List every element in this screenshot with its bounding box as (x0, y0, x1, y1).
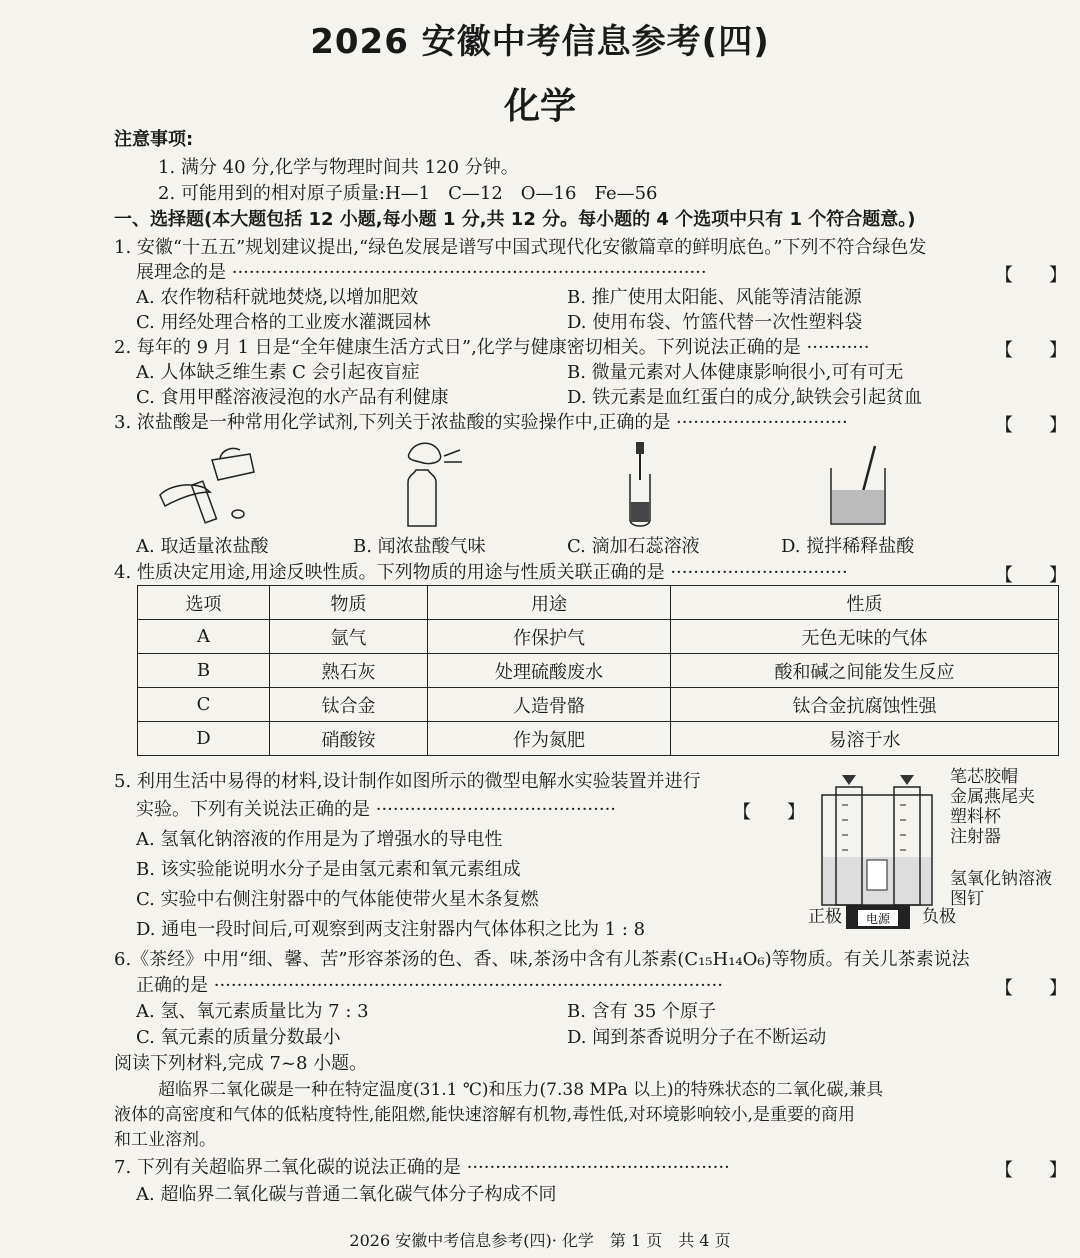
q3-option-d: D. 搅拌稀释盐酸 (781, 536, 915, 557)
label-positive: 正极 (808, 907, 842, 927)
table-cell: A (138, 620, 270, 654)
table-header-row (138, 586, 1059, 620)
q2-option-a: A. 人体缺乏维生素 C 会引起夜盲症 (136, 362, 420, 383)
table-cell: 熟石灰 (270, 654, 428, 688)
exam-title: 2026 安徽中考信息参考(四) (310, 22, 770, 62)
label-cap: 笔芯胶帽 (950, 767, 1018, 787)
q1-answer-bracket[interactable]: 【 】 (995, 265, 1067, 286)
reading-paragraph-line3: 和工业溶剂。 (114, 1130, 216, 1150)
label-pin: 图钉 (950, 889, 984, 909)
power-label: 电源 (865, 912, 891, 926)
q5-answer-bracket[interactable]: 【 】 (733, 802, 805, 823)
header-cell-substance: 物质 (270, 586, 428, 620)
q1-stem-line2: 展理念的是 ··················································································· (136, 262, 707, 283)
stirring-acid-illustration (825, 440, 895, 530)
q7-stem: 7. 下列有关超临界二氧化碳的说法正确的是 ·············································· (114, 1157, 730, 1178)
reading-intro: 阅读下列材料,完成 7~8 小题。 (114, 1053, 368, 1074)
note-item-2: 2. 可能用到的相对原子质量:H—1 C—12 O—16 Fe—56 (158, 183, 658, 204)
table-cell: 人造骨骼 (428, 688, 671, 722)
q5-stem-line1: 5. 利用生活中易得的材料,设计制作如图所示的微型电解水实验装置并进行 (114, 771, 701, 792)
reading-paragraph-line2: 液体的高密度和气体的低粘度特性,能阻燃,能快速溶解有机物,毒性低,对环境影响较小,是重要的商用 (114, 1105, 856, 1125)
label-clip: 金属燕尾夹 (950, 787, 1035, 807)
table-row (138, 688, 1059, 722)
table-cell: D (138, 722, 270, 756)
table-cell: C (138, 688, 270, 722)
dropping-litmus-illustration (620, 440, 660, 530)
table-row (138, 722, 1059, 756)
q3-option-c: C. 滴加石蕊溶液 (567, 536, 700, 557)
table-cell: 钛合金 (270, 688, 428, 722)
q4-table (137, 585, 1059, 756)
reading-paragraph-line1: 超临界二氧化碳是一种在特定温度(31.1 ℃)和压力(7.38 MPa 以上)的特殊状态的二氧化碳,兼具 (158, 1080, 884, 1100)
pouring-acid-illustration (150, 440, 260, 530)
header-cell-use: 用途 (428, 586, 671, 620)
table-cell: 易溶于水 (671, 722, 1059, 756)
q2-answer-bracket[interactable]: 【 】 (995, 340, 1067, 361)
table-cell: 处理硫酸废水 (428, 654, 671, 688)
q2-stem: 2. 每年的 9 月 1 日是“全年健康生活方式日”,化学与健康密切相关。下列说法正确的是 ··········· (114, 337, 870, 358)
page-footer: 2026 安徽中考信息参考(四)· 化学 第 1 页 共 4 页 (349, 1231, 731, 1250)
label-cup: 塑料杯 (950, 807, 1001, 827)
q1-option-c: C. 用经处理合格的工业废水灌溉园林 (136, 312, 431, 333)
table-cell: 作为氮肥 (428, 722, 671, 756)
q3-option-b: B. 闻浓盐酸气味 (353, 536, 486, 557)
q1-option-d: D. 使用布袋、竹篮代替一次性塑料袋 (567, 312, 863, 333)
q1-stem-line1: 1. 安徽“十五五”规划建议提出,“绿色发展是谱写中国式现代化安徽篇章的鲜明底色。”下列不符合绿色发 (114, 237, 927, 258)
q6-stem-line1: 6.《茶经》中用“细、馨、苦”形容茶汤的色、香、味,茶汤中含有儿茶素(C₁₅H₁₄O₆)等物质。有关儿茶素说法 (114, 949, 970, 970)
table-cell: 无色无味的气体 (671, 620, 1059, 654)
q5-stem-line2: 实验。下列有关说法正确的是 ·········································· (136, 799, 617, 820)
q4-stem: 4. 性质决定用途,用途反映性质。下列物质的用途与性质关联正确的是 ······························· (114, 562, 848, 583)
q1-option-b: B. 推广使用太阳能、风能等清洁能源 (567, 287, 862, 308)
label-syringe: 注射器 (950, 827, 1001, 847)
q6-stem-line2: 正确的是 ························································································· (136, 975, 723, 996)
label-solution: 氢氧化钠溶液 (950, 869, 1052, 889)
subject-title: 化学 (503, 86, 576, 127)
table-row (138, 654, 1059, 688)
q6-option-a: A. 氢、氧元素质量比为 7 : 3 (136, 1001, 369, 1022)
table-cell: 酸和碱之间能发生反应 (671, 654, 1059, 688)
q2-option-c: C. 食用甲醛溶液浸泡的水产品有利健康 (136, 387, 449, 408)
notes-heading: 注意事项: (114, 129, 194, 150)
table-row (138, 620, 1059, 654)
q6-option-b: B. 含有 35 个原子 (567, 1001, 717, 1022)
q2-option-d: D. 铁元素是血红蛋白的成分,缺铁会引起贫血 (567, 387, 922, 408)
q7-option-a: A. 超临界二氧化碳与普通二氧化碳气体分子构成不同 (136, 1184, 557, 1205)
label-negative: 负极 (922, 907, 956, 927)
table-cell: B (138, 654, 270, 688)
header-cell-property: 性质 (671, 586, 1059, 620)
q5-option-c: C. 实验中右侧注射器中的气体能使带火星木条复燃 (136, 889, 539, 910)
q5-option-d: D. 通电一段时间后,可观察到两支注射器内气体体积之比为 1 : 8 (136, 919, 646, 940)
q2-option-b: B. 微量元素对人体健康影响很小,可有可无 (567, 362, 904, 383)
table-cell: 硝酸铵 (270, 722, 428, 756)
q7-answer-bracket[interactable]: 【 】 (995, 1160, 1067, 1181)
smelling-acid-illustration (390, 440, 470, 530)
table-cell: 作保护气 (428, 620, 671, 654)
section-heading: 一、选择题(本大题包括 12 小题,每小题 1 分,共 12 分。每小题的 4 个选项中只有 1 个符合题意。) (114, 209, 916, 230)
q4-answer-bracket[interactable]: 【 】 (995, 565, 1067, 586)
q3-answer-bracket[interactable]: 【 】 (995, 415, 1067, 436)
q3-option-a: A. 取适量浓盐酸 (136, 536, 269, 557)
q6-option-c: C. 氧元素的质量分数最小 (136, 1027, 341, 1048)
q6-option-d: D. 闻到茶香说明分子在不断运动 (567, 1027, 827, 1048)
note-item-1: 1. 满分 40 分,化学与物理时间共 120 分钟。 (158, 157, 519, 178)
header-cell-option: 选项 (138, 586, 270, 620)
q3-stem: 3. 浓盐酸是一种常用化学试剂,下列关于浓盐酸的实验操作中,正确的是 ······························ (114, 412, 848, 433)
table-cell: 氩气 (270, 620, 428, 654)
q6-answer-bracket[interactable]: 【 】 (995, 978, 1067, 999)
q1-option-a: A. 农作物秸秆就地焚烧,以增加肥效 (136, 287, 419, 308)
q5-option-b: B. 该实验能说明水分子是由氢元素和氧元素组成 (136, 859, 521, 880)
q5-option-a: A. 氢氧化钠溶液的作用是为了增强水的导电性 (136, 829, 503, 850)
table-cell: 钛合金抗腐蚀性强 (671, 688, 1059, 722)
